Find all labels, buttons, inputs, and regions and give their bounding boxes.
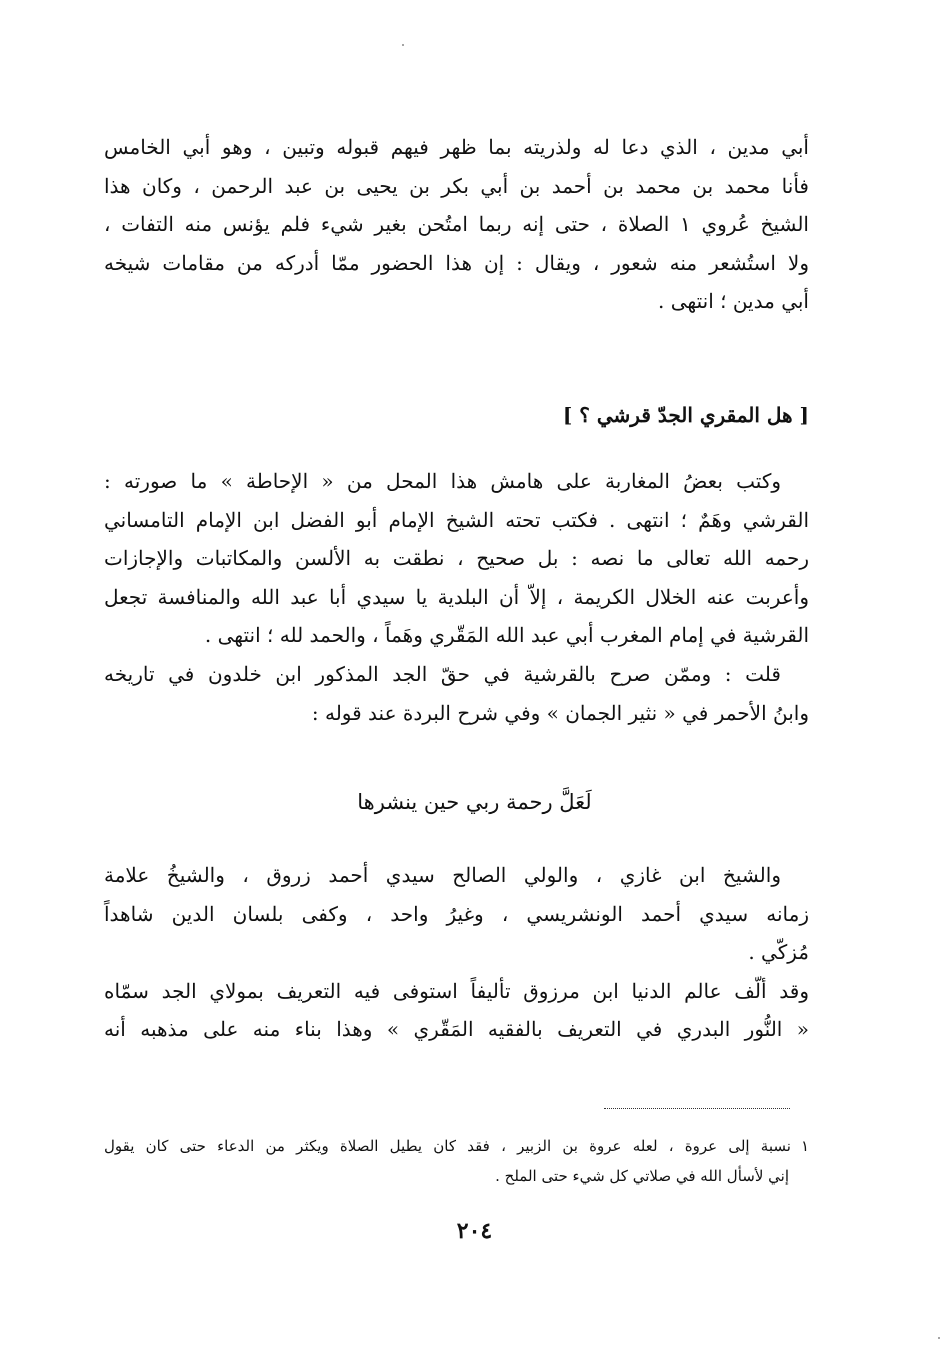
text-line: وكتب بعضُ المغاربة على هامش هذا المحل من « الإحاطة » ما صورته : [104, 469, 781, 493]
text-line: وابنُ الأحمر في « نثير الجمان » وفي شرح البردة عند قوله : [311, 700, 809, 725]
text-line: « النُّور البدري في التعريف بالفقيه المَقّري » وهذا بناء منه على مذهبه أنه [104, 1017, 809, 1042]
paragraph-1 [104, 128, 809, 321]
text-line: رحمه الله تعالى ما نصه : بل صحيح ، نطقت به الألسن والمكاتبات والإجازات [104, 546, 809, 571]
footnote-line: إني لأسأل الله في صلاتي كل شيء حتى الملح . [495, 1167, 789, 1185]
text-line: فأنا محمد بن محمد بن أحمد بن أبي بكر بن يحيى بن عبد الرحمن ، وكان هذا [104, 173, 809, 198]
text-line: القرشي وهَمٌ ؛ انتهى . فكتب تحته الشيخ الإمام أبو الفضل ابن الإمام التامساني [104, 507, 809, 532]
paragraph-3 [104, 856, 809, 1049]
footnote-line [104, 1131, 809, 1161]
footnote-separator [604, 1108, 790, 1109]
text-line: قلت : وممّن صرح بالقرشية في حقّ الجد المذكور ابن خلدون في تاريخه [104, 661, 781, 686]
text-line: ولا استُشعر منه شعور ، ويقال : إن هذا الحضور ممّا أدركه من مقامات شيخه [104, 250, 809, 275]
text-line: أبي مدين ؛ انتهى . [658, 289, 809, 314]
paragraph-2 [104, 462, 809, 732]
text-line: أبي مدين ، الذي دعا له ولذريته بما ظهر فيهم قبوله وتبين ، وهو أبي الخامس [104, 135, 809, 159]
scan-speck [402, 44, 404, 46]
page-number: ٢٠٤ [456, 1218, 493, 1244]
text-line: القرشية في إمام المغرب أبي عبد الله المَقّري وهَماً ، والحمد لله ؛ انتهى . [204, 623, 809, 648]
scan-speck [938, 1337, 940, 1339]
footnote-number: ١ [800, 1137, 809, 1155]
text-line: وأعربت عنه الخلال الكريمة ، إلاّ أن البلدية يا سيدي أبا عبد الله والمنافسة تجعل [104, 584, 809, 609]
text-line: والشيخ ابن غازي ، والولي الصالح سيدي أحمد زروق ، والشيخُ علامة [104, 863, 781, 887]
verse-line: لَعَلَّ رحمة ربي حين ينشرها [357, 790, 592, 814]
text-line: الشيخ عُروي ١ الصلاة ، حتى إنه ربما امتُحن بغير شيء فلم يؤنس منه التفات ، [104, 212, 809, 237]
footnote-text: نسبة إلى عروة ، لعله عروة بن الزبير ، فقد كان يطيل الصلاة ويكثر من الدعاء حتى كان يقول [104, 1137, 791, 1155]
text-line: مُزكّي . [748, 940, 809, 965]
text-line: وقد ألّف عالم الدنيا ابن مرزوق تأليفاً استوفى فيه التعريف بمولاي الجد سمّاه [104, 978, 809, 1003]
section-heading: [ هل المقري الجدّ قرشي ؟ ] [562, 403, 809, 427]
text-line: زمانه سيدي أحمد الونشريسي ، وغيرُ واحد ، وكفى بلسان الدين شاهداً [104, 901, 809, 926]
footnote [104, 1131, 809, 1191]
